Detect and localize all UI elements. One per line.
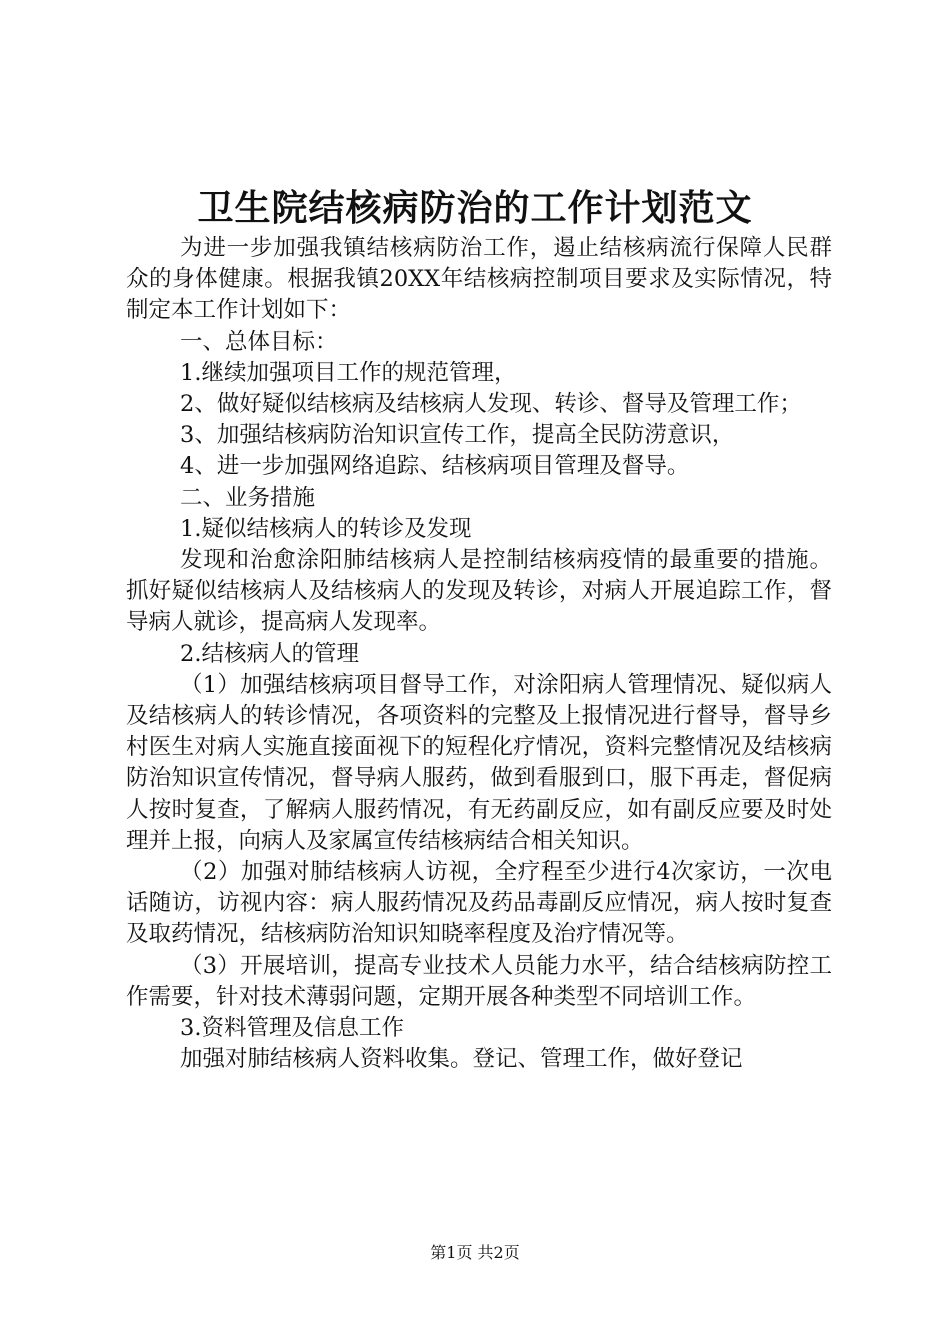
page-number-footer: 第1页 共2页 <box>430 1243 520 1262</box>
subheading-patient-management: 2.结核病人的管理 <box>180 640 359 667</box>
goal-item-3: 3、加强结核病防治知识宣传工作，提高全民防涝意识， <box>180 422 735 449</box>
subheading-referral-discovery: 1.疑似结核病人的转诊及发现 <box>180 515 472 542</box>
paragraph-intro: 为进一步加强我镇结核病防治工作，遏止结核病流行保障人民群众的身体健康。根据我镇20XX年结核病控制项目要求及实际情况，特制定本工作计划如下： <box>126 235 832 324</box>
heading-overall-goals: 一、总体目标： <box>180 328 338 355</box>
paragraph-data-management: 加强对肺结核病人资料收集。登记、管理工作，做好登记 <box>180 1046 743 1073</box>
paragraph-management-1: （1）加强结核病项目督导工作，对涂阳病人管理情况、疑似病人及结核病人的转诊情况，各项资料的完整及上报情况进行督导，督导乡村医生对病人实施直接面视下的短程化疗情况，资料完整情况及结核病防治知识宣传情况，督导病人服药，做到看服到口，服下再走，督促病人按时复查，了解病人服药情况，有无药副反应，如有副反应要及时处理并上报，向病人及家属宣传结核病结合相关知识。 <box>126 671 832 854</box>
paragraph-management-3: （3）开展培训，提高专业技术人员能力水平，结合结核病防控工作需要，针对技术薄弱问题，定期开展各种类型不同培训工作。 <box>126 952 832 1010</box>
document-title: 卫生院结核病防治的工作计划范文 <box>197 187 753 229</box>
paragraph-referral-discovery: 发现和治愈涂阳肺结核病人是控制结核病疫情的最重要的措施。抓好疑似结核病人及结核病人的发现及转诊，对病人开展追踪工作，督导病人就诊，提高病人发现率。 <box>126 547 832 636</box>
paragraph-management-2: （2）加强对肺结核病人访视，全疗程至少进行4次家访，一次电话随访，访视内容：病人服药情况及药品毒副反应情况，病人按时复查及取药情况，结核病防治知识知晓率程度及治疗情况等。 <box>126 859 832 948</box>
document-body <box>126 233 832 1075</box>
goal-item-2: 2、做好疑似结核病及结核病人发现、转诊、督导及管理工作； <box>180 391 802 418</box>
goal-item-1: 1.继续加强项目工作的规范管理， <box>180 359 517 386</box>
subheading-data-management: 3.资料管理及信息工作 <box>180 1015 404 1042</box>
heading-business-measures: 二、业务措施 <box>180 484 316 511</box>
goal-item-4: 4、进一步加强网络追踪、结核病项目管理及督导。 <box>180 453 690 480</box>
